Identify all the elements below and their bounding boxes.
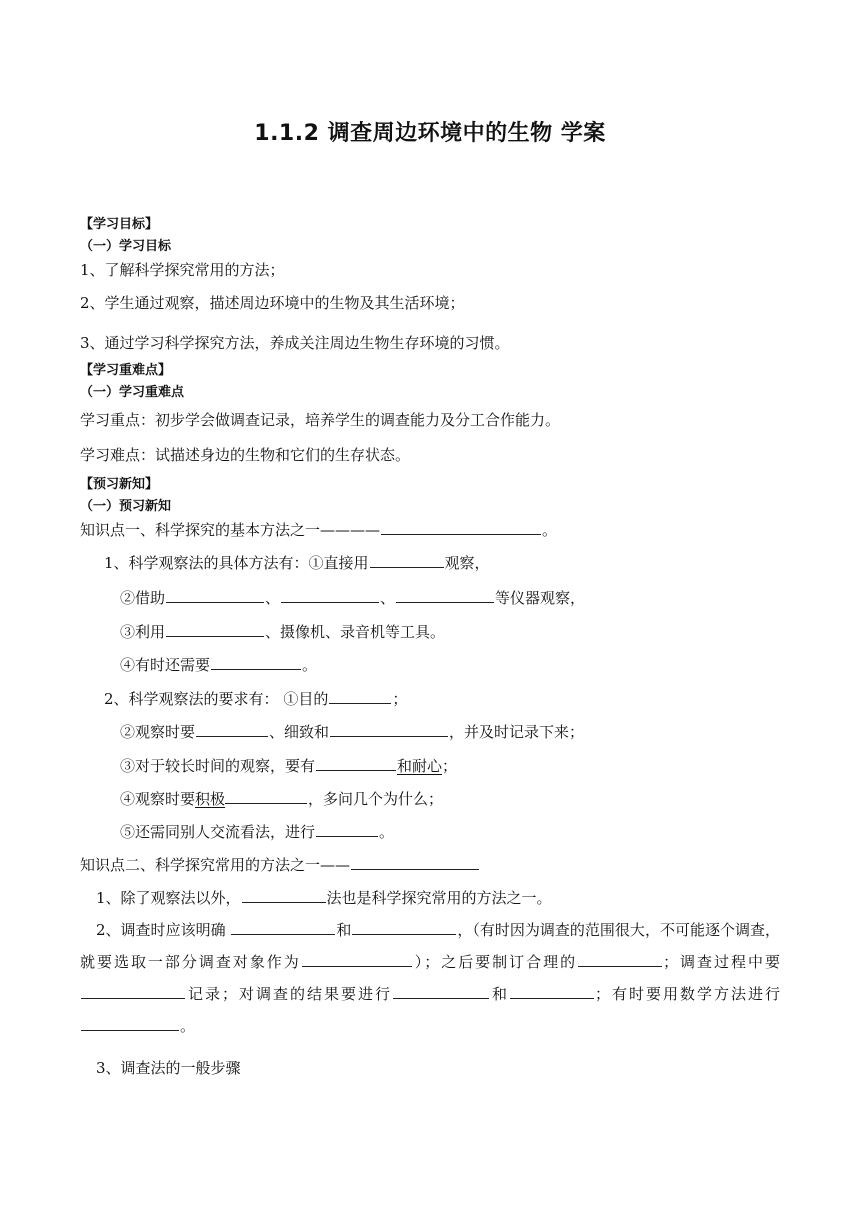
text: 、 [380, 589, 396, 607]
blank-field[interactable] [231, 918, 335, 935]
text: 和 [336, 921, 352, 939]
text: ③对于较长时间的观察，要有 [120, 757, 316, 775]
text: ④有时还需要 [120, 656, 211, 674]
blank-field[interactable] [316, 820, 378, 837]
blank-field[interactable] [351, 853, 479, 870]
text: 法也是科学探究常用的方法之一。 [326, 889, 552, 907]
text: 和 [489, 985, 509, 1003]
blank-field[interactable] [393, 982, 489, 999]
observe-requirement-line-4 [120, 787, 443, 810]
text: 2、调查时应该明确 [96, 921, 231, 939]
text: 知识点二、科学探究常用的方法之一—— [80, 856, 351, 874]
text: ； [392, 690, 408, 708]
survey-paragraph-2 [80, 914, 780, 1042]
kp1-text: 知识点一、科学探究的基本方法之一———— [80, 521, 381, 539]
observe-requirement-line-5 [120, 820, 394, 843]
underlined-text: 和耐心 [397, 757, 443, 775]
text: ；调查过程中要 [663, 953, 780, 971]
blank-field[interactable] [166, 620, 264, 637]
blank-field[interactable] [330, 720, 448, 737]
goal-item-3: 3、通过学习科学探究方法，养成关注周边生物生存环境的习惯。 [80, 334, 510, 352]
text: ，（有时因为调查的范围很大，不可能逐个调查，就要选取一部分调查对象作为 [80, 921, 780, 971]
text: ； [442, 757, 458, 775]
observe-requirement-line-2 [120, 720, 584, 743]
text: ，并及时记录下来； [449, 723, 585, 741]
observe-method-line-4 [120, 653, 317, 676]
blank-field[interactable] [81, 982, 185, 999]
text: 。 [379, 823, 395, 841]
blank-field[interactable] [329, 687, 391, 704]
blank-field[interactable] [381, 518, 541, 535]
text: ，多问几个为什么； [308, 790, 444, 808]
text: ）；之后要制订合理的 [412, 953, 578, 971]
blank-field[interactable] [281, 586, 379, 603]
blank-field[interactable] [352, 918, 456, 935]
text: 、 [265, 589, 281, 607]
subheading-preview: （一）预习新知 [80, 499, 172, 514]
blank-field[interactable] [196, 720, 268, 737]
section-heading-preview: 【预习新知】 [80, 477, 159, 492]
observe-method-line-2 [120, 586, 585, 609]
section-heading-goals: 【学习目标】 [80, 217, 159, 232]
survey-line-1 [96, 886, 552, 909]
subheading-goals: （一）学习目标 [80, 239, 172, 254]
subheading-key-points: （一）学习重难点 [80, 385, 185, 400]
blank-field[interactable] [242, 886, 326, 903]
blank-field[interactable] [302, 950, 412, 967]
text: 等仪器观察， [495, 589, 586, 607]
text: ②借助 [120, 589, 166, 607]
text: ⑤还需同别人交流看法，进行 [120, 823, 316, 841]
text: 记录；对调查的结果要进行 [186, 985, 392, 1003]
text: ④观察时要 [120, 790, 196, 808]
text: ；有时要用数学方法进行 [594, 985, 780, 1003]
blank-field[interactable] [578, 950, 662, 967]
knowledge-point-1 [80, 518, 557, 541]
text: 。 [302, 656, 318, 674]
goal-item-2: 2、学生通过观察，描述周边环境中的生物及其生活环境； [80, 294, 465, 312]
knowledge-point-2 [80, 853, 480, 876]
blank-field[interactable] [81, 1014, 179, 1031]
kp1-end: 。 [542, 521, 558, 539]
goal-item-1: 1、了解科学探究常用的方法； [80, 261, 285, 279]
blank-field[interactable] [211, 653, 301, 670]
survey-line-3: 3、调查法的一般步骤 [96, 1059, 241, 1077]
text: 、细致和 [269, 723, 330, 741]
text: 观察， [444, 554, 490, 572]
observe-requirement-line-3 [120, 754, 457, 777]
text: ②观察时要 [120, 723, 196, 741]
text: 、摄像机、录音机等工具。 [265, 623, 446, 641]
key-point-text: 学习重点：初步学会做调查记录，培养学生的调查能力及分工合作能力。 [80, 411, 561, 429]
text: ③利用 [120, 623, 166, 641]
blank-field[interactable] [316, 754, 396, 771]
observe-method-line-3 [120, 620, 445, 643]
blank-field[interactable] [510, 982, 594, 999]
section-heading-key-points: 【学习重难点】 [80, 363, 172, 378]
text: 1、科学观察法的具体方法有：①直接用 [104, 554, 369, 572]
blank-field[interactable] [370, 551, 444, 568]
observe-requirement-line-1 [104, 687, 407, 710]
page-title: 1.1.2 调查周边环境中的生物 学案 [254, 121, 606, 146]
blank-field[interactable] [225, 787, 307, 804]
blank-field[interactable] [166, 586, 264, 603]
text: 2、科学观察法的要求有： ①目的 [104, 690, 329, 708]
blank-field[interactable] [396, 586, 494, 603]
underlined-text: 积极 [195, 790, 226, 808]
text: 。 [180, 1017, 196, 1035]
difficult-point-text: 学习难点：试描述身边的生物和它们的生存状态。 [80, 446, 411, 464]
observe-method-line-1 [104, 551, 490, 574]
text: 1、除了观察法以外， [96, 889, 241, 907]
